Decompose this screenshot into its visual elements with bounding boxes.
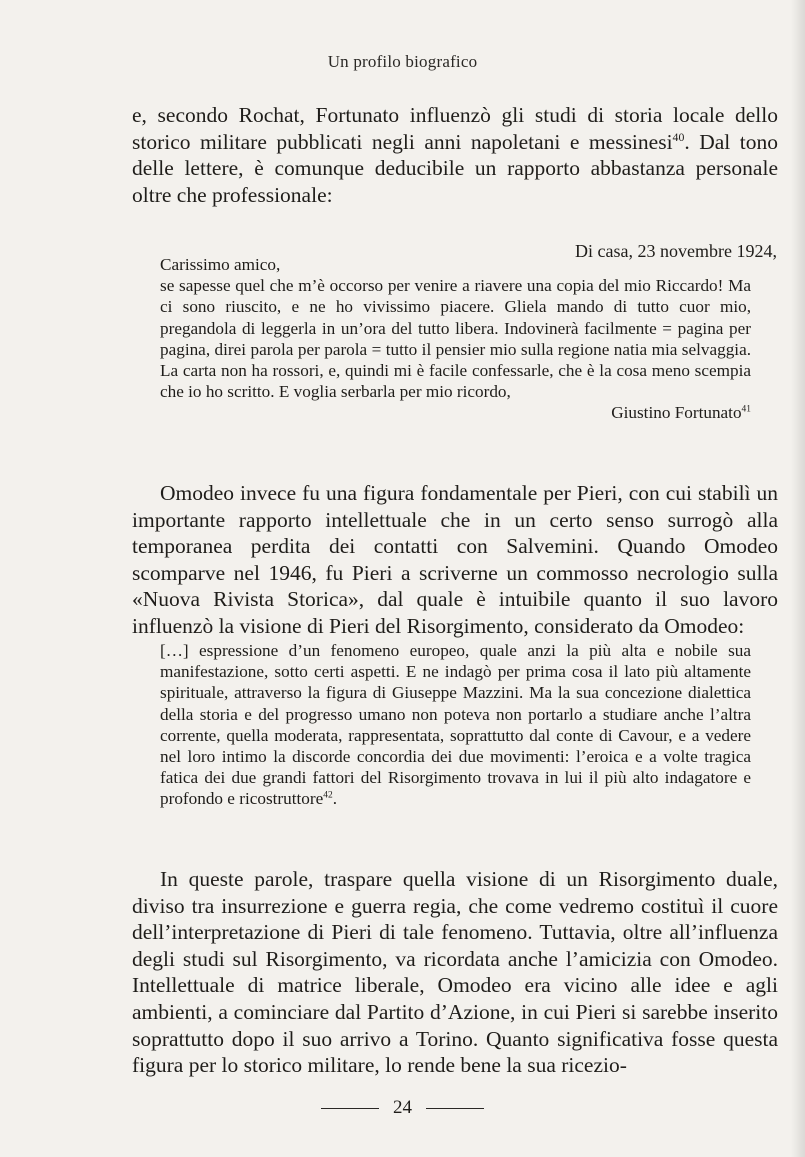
letter-quote [160, 254, 751, 424]
omodeo-quote [160, 640, 751, 810]
running-header: Un profilo biografico [327, 52, 478, 71]
letter-body: se sapesse quel che m’è occorso per venire a riavere una copia del mio Riccardo! Ma ci sono riuscito, e ne ho vivissimo piacere. Gliela mando di tutto cuor mio, pregandola di leggerla in un’ora del tutto libera. Indovinerà facilmente = pagina per pagina, direi parola per parola = tutto il pensier mio sulla regione natia mia selvaggia. La carta non ha rossori, e, quindi mi è facile confessarle, che è la cosa meno scempia che io ho scritto. E voglia serbarla per mio ricordo, [160, 276, 751, 402]
omodeo-quote-end: . [332, 789, 337, 809]
footnote-ref-42: 42 [323, 790, 333, 801]
paragraph-2: Omodeo invece fu una figura fondamentale per Pieri, con cui stabilì un importante rapporto intellettuale che in un certo senso surrogò alla temporanea perdita dei contatti con Salvemini. Quando Omodeo scomparve nel 1946, fu Pieri a scriverne un commosso necrologio sulla «Nuova Rivista Storica», dal quale è intuibile quanto il suo lavoro influenzò la visione di Pieri del Risorgimento, considerato da Omodeo: [132, 481, 778, 638]
page-edge-shadow [791, 0, 805, 1157]
letter-date: Di casa, 23 novembre 1924, [575, 241, 777, 261]
folio-rule-left [321, 1108, 379, 1109]
paragraph-1-end: . Dal tono delle lettere, è comunque deducibile un rapporto abbastanza personale oltre che professionale: [132, 129, 778, 207]
page-number: 24 [393, 1097, 412, 1118]
footnote-ref-41: 41 [741, 404, 751, 415]
page-footer [0, 1097, 805, 1119]
paragraph-3: In queste parole, traspare quella visione di un Risorgimento duale, diviso tra insurrezione e guerra regia, che come vedremo costituì il cuore dell’interpretazione di Pieri di tale fenomeno. Tuttavia, oltre all’influenza degli studi sul Risorgimento, va ricordata anche l’amicizia con Omodeo. Intellettuale di matrice liberale, Omodeo era vicino alle idee e agli ambienti, a cominciare dal Partito d’Azione, in cui Pieri si sarebbe inserito soprattutto dopo il suo arrivo a Torino. Quanto significativa fosse questa figura per lo storico militare, lo rende bene la sua ricezio- [132, 867, 778, 1078]
paragraph-1 [132, 102, 778, 208]
folio-rule-right [426, 1108, 484, 1109]
letter-salutation: Carissimo amico, [160, 255, 281, 274]
omodeo-quote-text: […] espressione d’un fenomeno europeo, quale anzi la più alta e nobile sua manifestazione, sotto certi aspetti. E ne indagò per prima cosa il lato più altamente spirituale, attraverso la figura di Giuseppe Mazzini. Ma la sua concezione dialettica della storia e del progresso umano non poteva non portarlo a studiare anche l’altra corrente, quella moderata, rappresentata, soprattutto dal conte di Cavour, e a vedere nel loro intimo la discorde concordia dei due movimenti: l’eroica e a volte tragica fatica dei due grandi fattori del Risorgimento trovava in lui il più alto indagatore e profondo e ricostruttore [160, 641, 751, 809]
footnote-ref-40: 40 [672, 129, 685, 144]
letter-signature-name: Giustino Fortunato [611, 403, 742, 423]
letter-signature [160, 402, 751, 423]
paragraph-1-text: e, secondo Rochat, Fortunato influenzò gli studi di storia locale dello storico militare pubblicati negli anni napoletani e messinesi [132, 103, 778, 154]
